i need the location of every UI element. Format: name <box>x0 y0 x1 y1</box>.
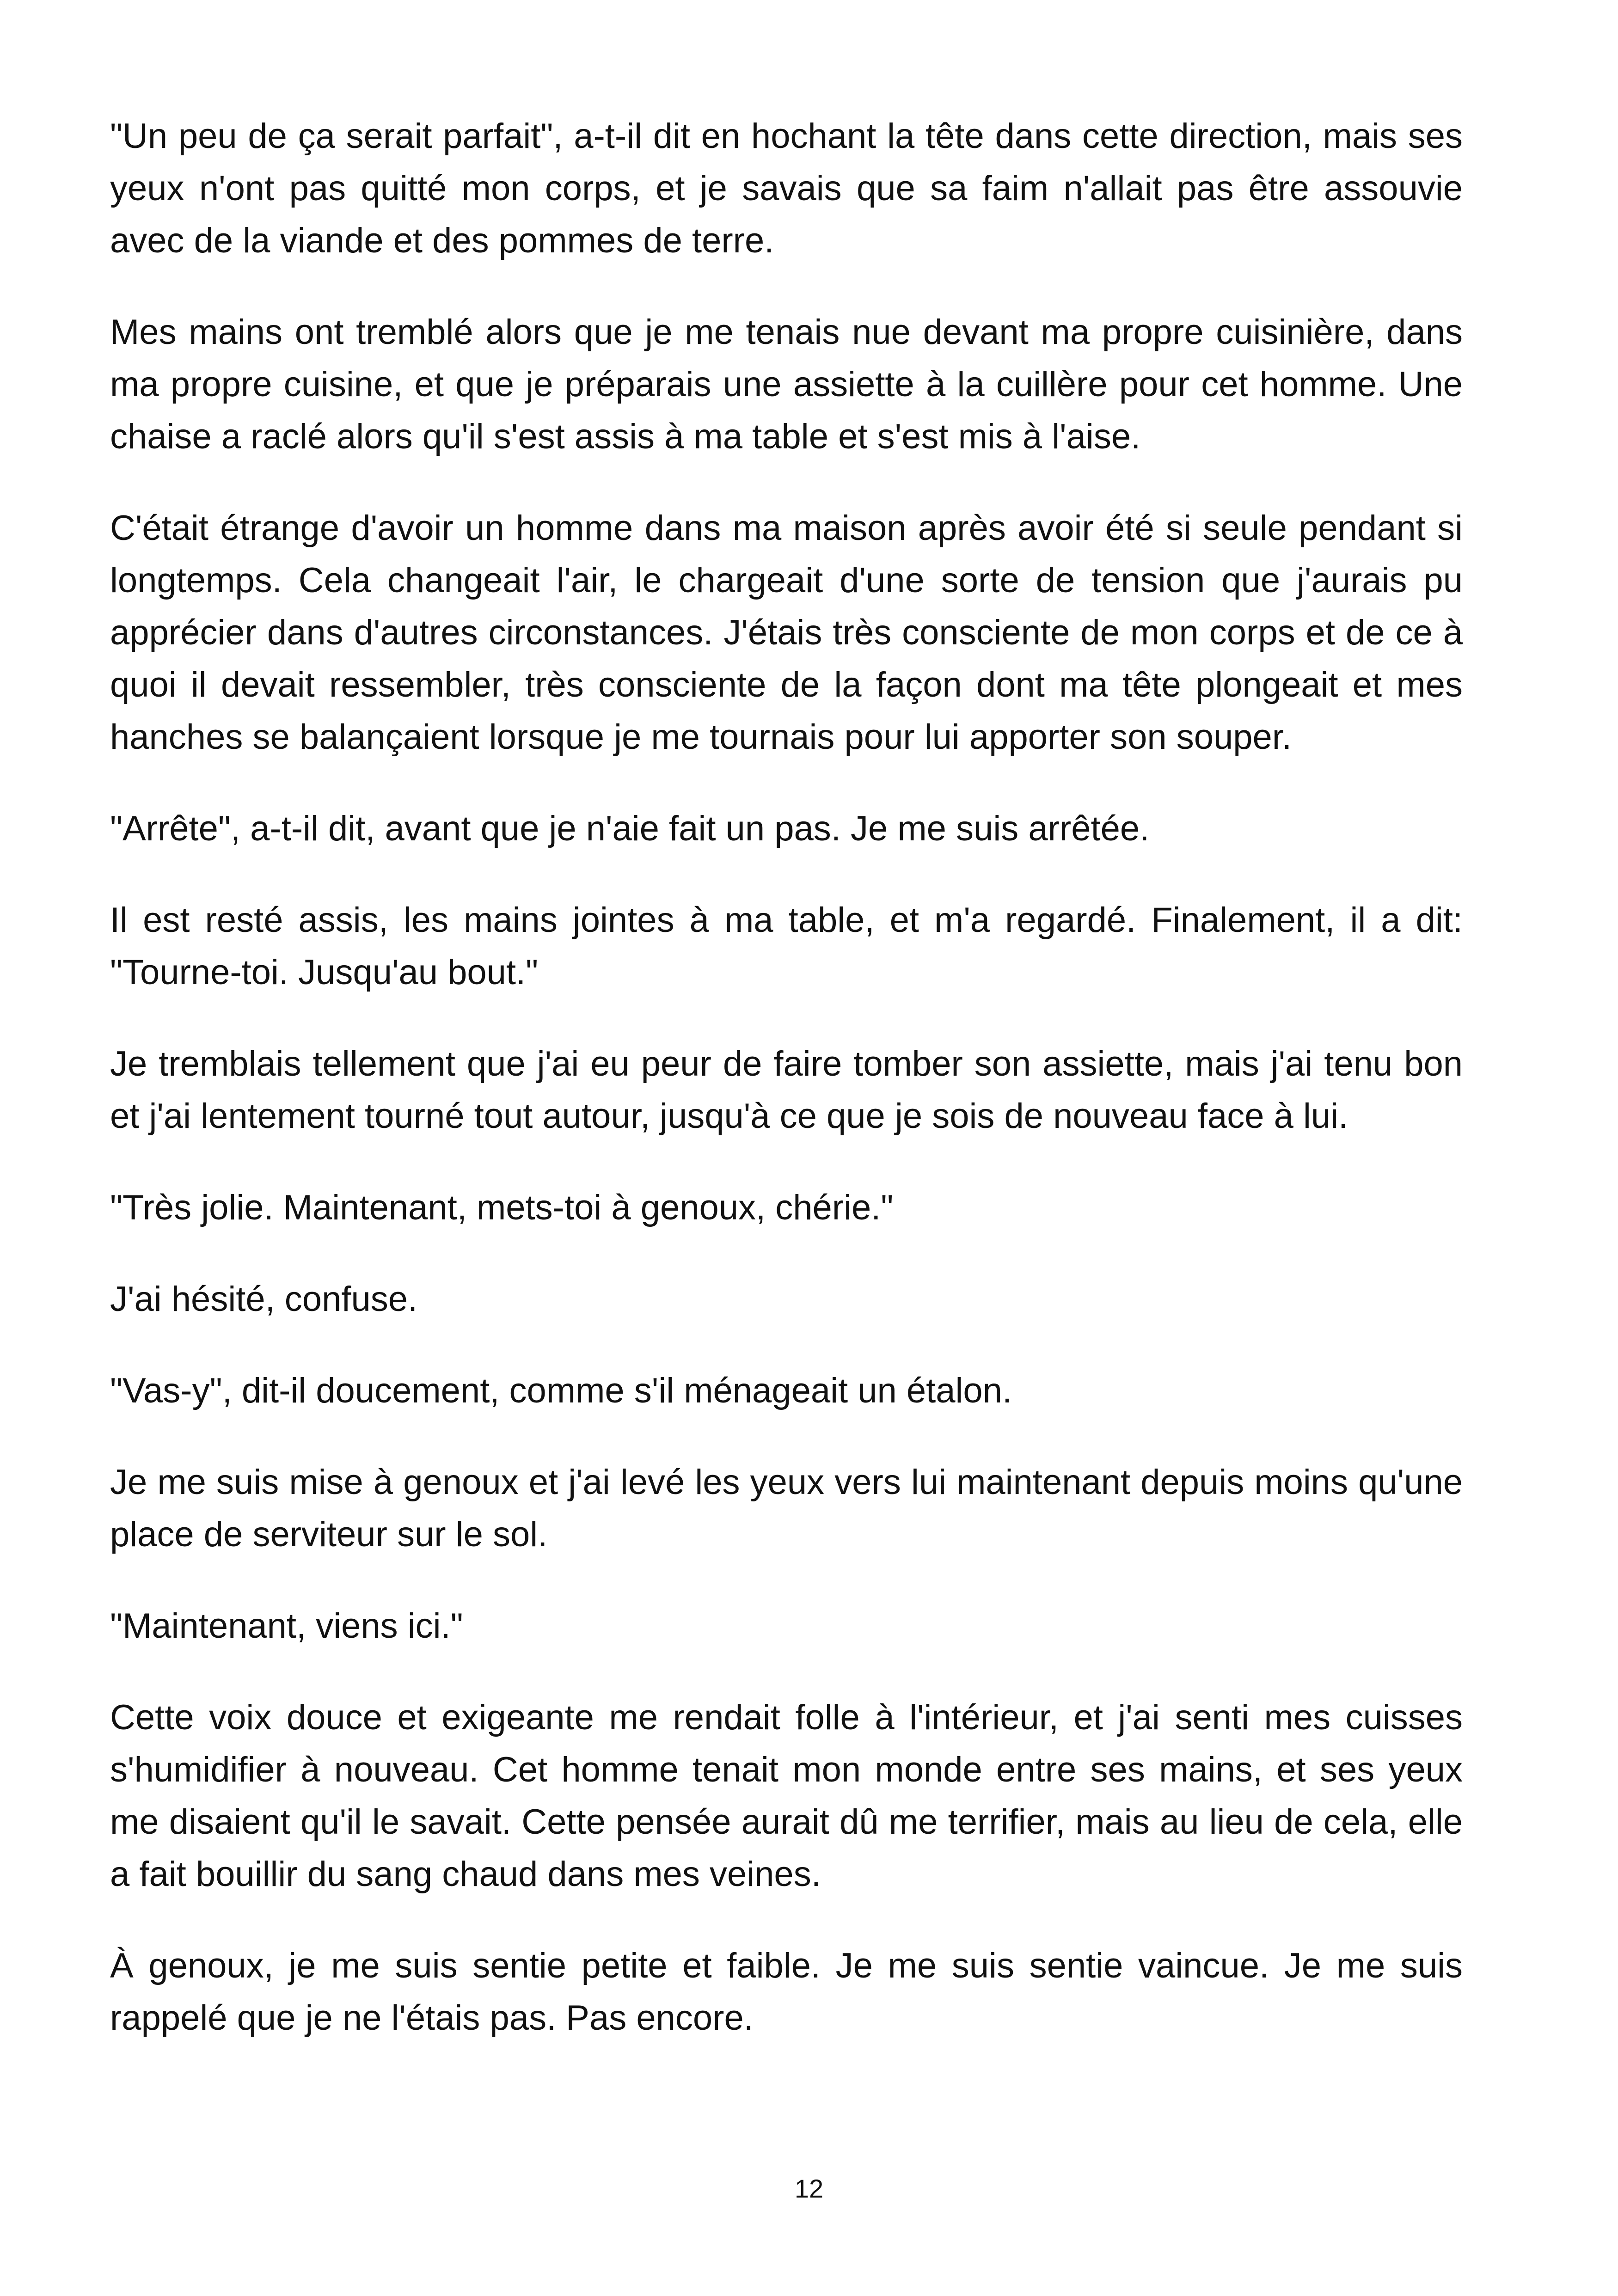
paragraph: "Arrête", a-t-il dit, avant que je n'aie fait un pas. Je me suis arrêtée. <box>110 809 1150 848</box>
paragraph: Je me suis mise à genoux et j'ai levé les yeux vers lui maintenant depuis moins qu'une place de serviteur sur le sol. <box>110 1463 1463 1554</box>
paragraph: Je tremblais tellement que j'ai eu peur de faire tomber son assiette, mais j'ai tenu bon et j'ai lentement tourné tout autour, jusqu'à ce que je sois de nouveau face à lui. <box>110 1044 1463 1136</box>
paragraph: J'ai hésité, confuse. <box>110 1280 418 1319</box>
paragraph: À genoux, je me suis sentie petite et faible. Je me suis sentie vaincue. Je me suis rappelé que je ne l'étais pas. Pas encore. <box>110 1946 1463 2038</box>
paragraph: C'était étrange d'avoir un homme dans ma maison après avoir été si seule pendant si longtemps. Cela changeait l'air, le chargeait d'une sorte de tension que j'aurais pu apprécier dans d'autres circonstances. J'étais très consciente de mon corps et de ce à quoi il devait ressembler, très consciente de la façon dont ma tête plongeait et mes hanches se balançaient lorsque je me tournais pour lui apporter son souper. <box>110 508 1463 757</box>
paragraph: "Très jolie. Maintenant, mets-toi à genoux, chérie." <box>110 1188 894 1227</box>
paragraph: Mes mains ont tremblé alors que je me tenais nue devant ma propre cuisinière, dans ma propre cuisine, et que je préparais une assiette à la cuillère pour cet homme. Une chaise a raclé alors qu'il s'est assis à ma table et s'est mis à l'aise. <box>110 312 1463 456</box>
paragraph: "Vas-y", dit-il doucement, comme s'il ménageait un étalon. <box>110 1371 1012 1410</box>
paragraph: Il est resté assis, les mains jointes à ma table, et m'a regardé. Finalement, il a dit: "Tourne-toi. Jusqu'au bout." <box>110 900 1463 992</box>
page-number: 12 <box>794 2174 824 2203</box>
paragraph: "Maintenant, viens ici." <box>110 1606 463 1646</box>
paragraph: Cette voix douce et exigeante me rendait folle à l'intérieur, et j'ai senti mes cuisses s'humidifier à nouveau. Cet homme tenait mon monde entre ses mains, et ses yeux me disaient qu'il le savait. Cette pensée aurait dû me terrifier, mais au lieu de cela, elle a fait bouillir du sang chaud dans mes veines. <box>110 1698 1463 1894</box>
body-text <box>110 110 1463 2083</box>
paragraph: "Un peu de ça serait parfait", a-t-il dit en hochant la tête dans cette direction, mais ses yeux n'ont pas quitté mon corps, et je savais que sa faim n'allait pas être assouvie avec de la viande et des pommes de terre. <box>110 116 1463 260</box>
